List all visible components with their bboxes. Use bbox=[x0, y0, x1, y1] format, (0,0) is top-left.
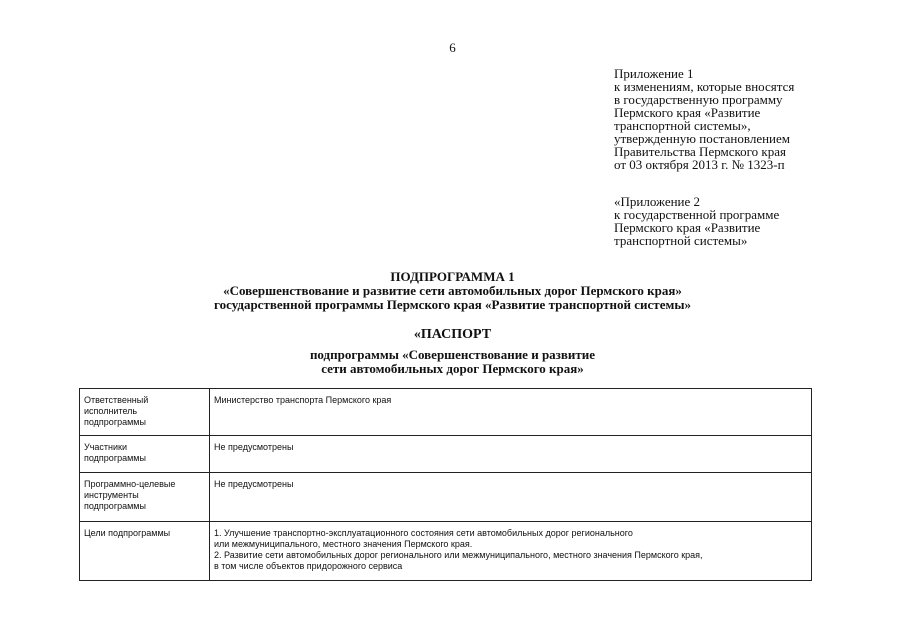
passport-table bbox=[79, 388, 812, 581]
appendix-1-line: от 03 октября 2013 г. № 1323-п bbox=[614, 157, 785, 172]
appendix-1-line: Приложение 1 bbox=[614, 66, 694, 81]
row-value-cell bbox=[210, 473, 812, 522]
table-row bbox=[80, 522, 812, 581]
subprogram-heading-line: государственной программы Пермского края «Развитие транспортной системы» bbox=[214, 297, 691, 312]
row-label-cell bbox=[80, 522, 210, 581]
row-label-line: инструменты bbox=[84, 490, 139, 500]
table-row bbox=[80, 436, 812, 473]
row-label-line: подпрограммы bbox=[84, 453, 146, 463]
subprogram-heading-line: «Совершенствование и развитие сети автомобильных дорог Пермского края» bbox=[223, 283, 682, 298]
row-label-line: Программно-целевые bbox=[84, 479, 176, 489]
subprogram-heading-line: ПОДПРОГРАММА 1 bbox=[390, 269, 515, 284]
row-value-line: или межмуниципального, местного значения Пермского края. bbox=[214, 539, 473, 549]
appendix-1-line: утвержденную постановлением bbox=[614, 131, 791, 146]
table-row bbox=[80, 389, 812, 436]
appendix-1-line: к изменениям, которые вносятся bbox=[614, 79, 795, 94]
row-label-line: исполнитель bbox=[84, 406, 138, 416]
row-value-cell bbox=[210, 436, 812, 473]
row-label-line: Цели подпрограммы bbox=[84, 528, 171, 538]
passport-title-text: «ПАСПОРТ bbox=[413, 327, 492, 342]
row-label-line: подпрограммы bbox=[84, 417, 146, 427]
subprogram-heading bbox=[0, 270, 905, 312]
row-label-cell bbox=[80, 389, 210, 436]
row-value-line: Министерство транспорта Пермского края bbox=[214, 395, 392, 405]
row-label-cell bbox=[80, 473, 210, 522]
row-value-line: Не предусмотрены bbox=[214, 479, 294, 489]
appendix-1-line: Пермского края «Развитие bbox=[614, 105, 761, 120]
row-value-cell bbox=[210, 522, 812, 581]
appendix-2-line: «Приложение 2 bbox=[614, 194, 701, 209]
appendix-2-line: транспортной системы» bbox=[614, 233, 748, 248]
row-label-line: Участники bbox=[84, 442, 127, 452]
appendix-2-line: Пермского края «Развитие bbox=[614, 220, 761, 235]
row-label-cell bbox=[80, 436, 210, 473]
row-label-line: Ответственный bbox=[84, 395, 149, 405]
passport-subtitle-line: подпрограммы «Совершенствование и развитие bbox=[309, 347, 596, 362]
passport-title bbox=[0, 328, 905, 342]
appendix-2-note bbox=[614, 195, 874, 247]
row-value-cell bbox=[210, 389, 812, 436]
page-number: 6 bbox=[449, 40, 456, 55]
appendix-1-line: в государственную программу bbox=[614, 92, 783, 107]
row-label-line: подпрограммы bbox=[84, 501, 146, 511]
appendix-1-line: транспортной системы», bbox=[614, 118, 751, 133]
row-value-line: Не предусмотрены bbox=[214, 442, 294, 452]
table-row bbox=[80, 473, 812, 522]
passport-subtitle-line: сети автомобильных дорог Пермского края» bbox=[321, 361, 584, 376]
row-value-line: 1. Улучшение транспортно-эксплуатационного состояния сети автомобильных дорог регионального bbox=[214, 528, 633, 538]
row-value-line: 2. Развитие сети автомобильных дорог регионального или межмуниципального, местного значения Пермского края, bbox=[214, 550, 703, 560]
appendix-1-note bbox=[614, 67, 874, 171]
appendix-2-line: к государственной программе bbox=[614, 207, 780, 222]
passport-subtitle bbox=[0, 348, 905, 376]
row-value-line: в том числе объектов придорожного сервиса bbox=[214, 561, 403, 571]
appendix-1-line: Правительства Пермского края bbox=[614, 144, 786, 159]
